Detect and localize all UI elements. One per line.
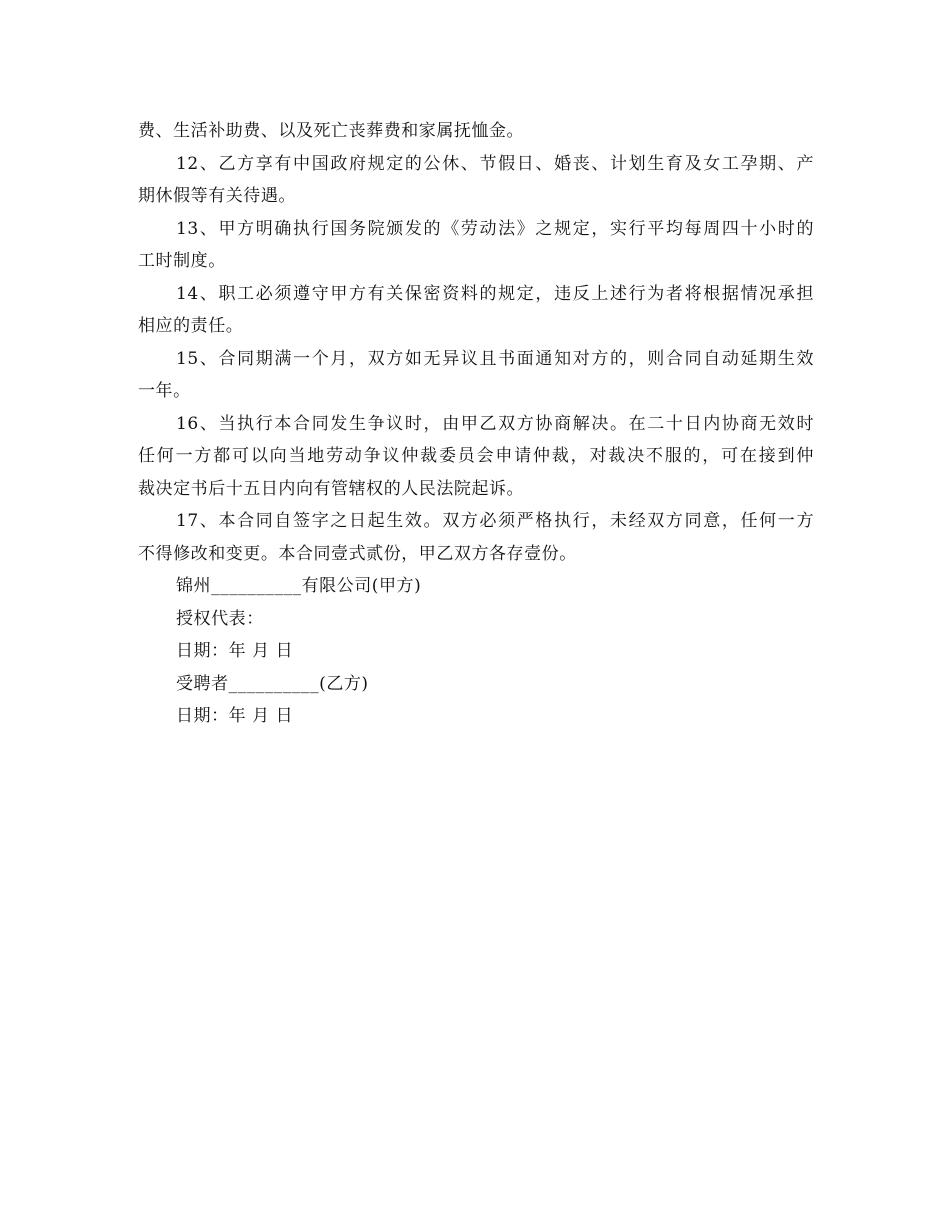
party-a-company: 锦州__________有限公司(甲方)	[176, 576, 422, 596]
clause-12-line-1: 12、乙方享有中国政府规定的公休、节假日、婚丧、计划生育及女工孕期、产	[176, 153, 814, 174]
party-b-date: 日期：年 月 日	[176, 706, 294, 726]
clause-11-continuation: 费、生活补助费、以及死亡丧葬费和家属抚恤金。	[138, 121, 525, 141]
clause-13-line-2: 工时制度。	[138, 251, 226, 271]
clause-16-line-2: 任何一方都可以向当地劳动争议仲裁委员会申请仲裁，对裁决不服的，可在接到仲	[138, 446, 814, 466]
clause-15-line-1: 15、合同期满一个月，双方如无异议且书面通知对方的，则合同自动延期生效	[176, 348, 814, 369]
clause-12-line-2: 期休假等有关待遇。	[138, 186, 296, 206]
authorized-representative: 授权代表：	[176, 608, 264, 629]
clause-14-line-1: 14、职工必须遵守甲方有关保密资料的规定，违反上述行为者将根据情况承担	[176, 283, 814, 304]
clause-13-line-1: 13、甲方明确执行国务院颁发的《劳动法》之规定，实行平均每周四十小时的	[176, 218, 814, 239]
clause-17-line-1: 17、本合同自签字之日起生效。双方必须严格执行，未经双方同意，任何一方	[176, 511, 814, 531]
clause-15-line-2: 一年。	[138, 381, 191, 401]
clause-17-line-2: 不得修改和变更。本合同壹式贰份，甲乙双方各存壹份。	[138, 543, 577, 564]
document-body	[138, 115, 814, 733]
party-a-date: 日期：年 月 日	[176, 641, 294, 661]
clause-14-line-2: 相应的责任。	[138, 316, 244, 336]
party-b-employee: 受聘者__________(乙方)	[176, 673, 369, 694]
clause-16-line-1: 16、当执行本合同发生争议时，由甲乙双方协商解决。在二十日内协商无效时	[176, 413, 814, 434]
clause-16-line-3: 裁决定书后十五日内向有管辖权的人民法院起诉。	[138, 478, 525, 499]
